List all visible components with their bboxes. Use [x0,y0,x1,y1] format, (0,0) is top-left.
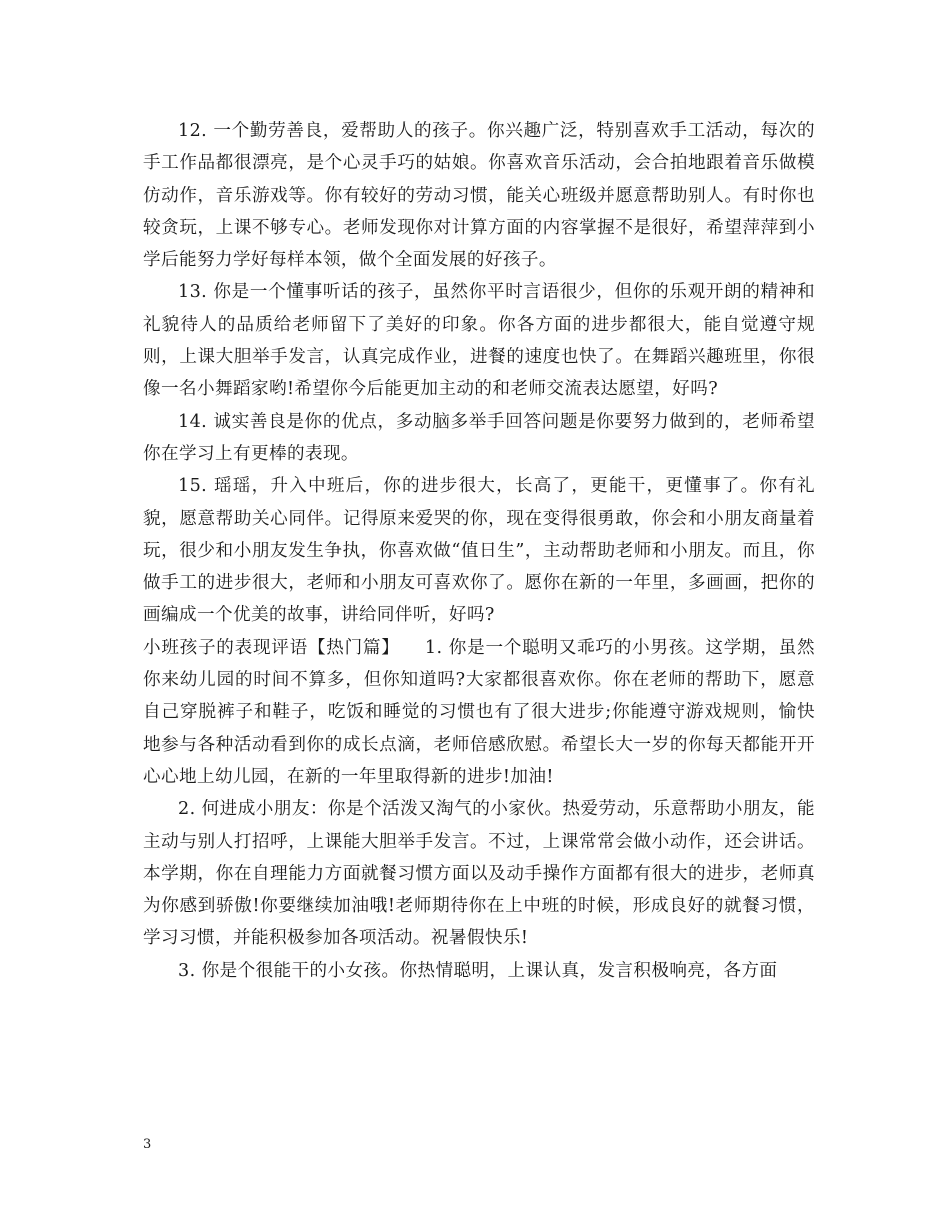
paragraph-12: 12. 一个勤劳善良，爱帮助人的孩子。你兴趣广泛，特别喜欢手工活动，每次的手工作品都很漂亮，是个心灵手巧的姑娘。你喜欢音乐活动，会合拍地跟着音乐做模仿动作，音乐游戏等。你有较好的劳动习惯，能关心班级并愿意帮助别人。有时你也较贪玩，上课不够专心。老师发现你对计算方面的内容掌握不是很好，希望萍萍到小学后能努力学好每样本领，做个全面发展的好孩子。 [143,121,815,271]
page-number: 3 [143,1137,152,1152]
paragraph-3: 3. 你是个很能干的小女孩。你热情聪明，上课认真，发言积极响亮，各方面 [178,960,778,981]
paragraph-2: 2. 何进成小朋友：你是个活泼又淘气的小家伙。热爱劳动，乐意帮助小朋友，能主动与别人打招呼，上课能大胆举手发言。不过，上课常常会做小动作，还会讲话。本学期，你在自理能力方面就餐习惯方面以及动手操作方面都有很大的进步，老师真为你感到骄傲!你要继续加油哦!老师期待你在上中班的时候，形成良好的就餐习惯，学习习惯，并能积极参加各项活动。祝暑假快乐! [143,799,815,949]
paragraph-15: 15. 瑶瑶，升入中班后，你的进步很大，长高了，更能干，更懂事了。你有礼貌，愿意帮助关心同伴。记得原来爱哭的你，现在变得很勇敢，你会和小朋友商量着玩，很少和小朋友发生争执，你喜欢做“值日生”，主动帮助老师和小朋友。而且，你做手工的进步很大，老师和小朋友可喜欢你了。愿你在新的一年里，多画画，把你的画编成一个优美的故事，讲给同伴听，好吗? [143,476,815,626]
paragraph-13: 13. 你是一个懂事听话的孩子，虽然你平时言语很少，但你的乐观开朗的精神和礼貌待人的品质给老师留下了美好的印象。你各方面的进步都很大，能自觉遵守规则，上课大胆举手发言，认真完成作业，进餐的速度也快了。在舞蹈兴趣班里，你很像一名小舞蹈家哟!希望你今后能更加主动的和老师交流表达愿望，好吗? [143,282,815,400]
section-heading-paragraph: 小班孩子的表现评语【热门篇】 1. 你是一个聪明又乖巧的小男孩。这学期，虽然你来幼儿园的时间不算多，但你知道吗?大家都很喜欢你。你在老师的帮助下，愿意自己穿脱裤子和鞋子，吃饭和睡觉的习惯也有了很大进步;你能遵守游戏规则，愉快地参与各种活动看到你的成长点滴，老师倍感欣慰。希望长大一岁的你每天都能开开心心地上幼儿园，在新的一年里取得新的进步!加油! [143,637,815,787]
paragraph-14: 14. 诚实善良是你的优点，多动脑多举手回答问题是你要努力做到的，老师希望你在学习上有更棒的表现。 [143,411,815,464]
document-body [143,115,815,987]
